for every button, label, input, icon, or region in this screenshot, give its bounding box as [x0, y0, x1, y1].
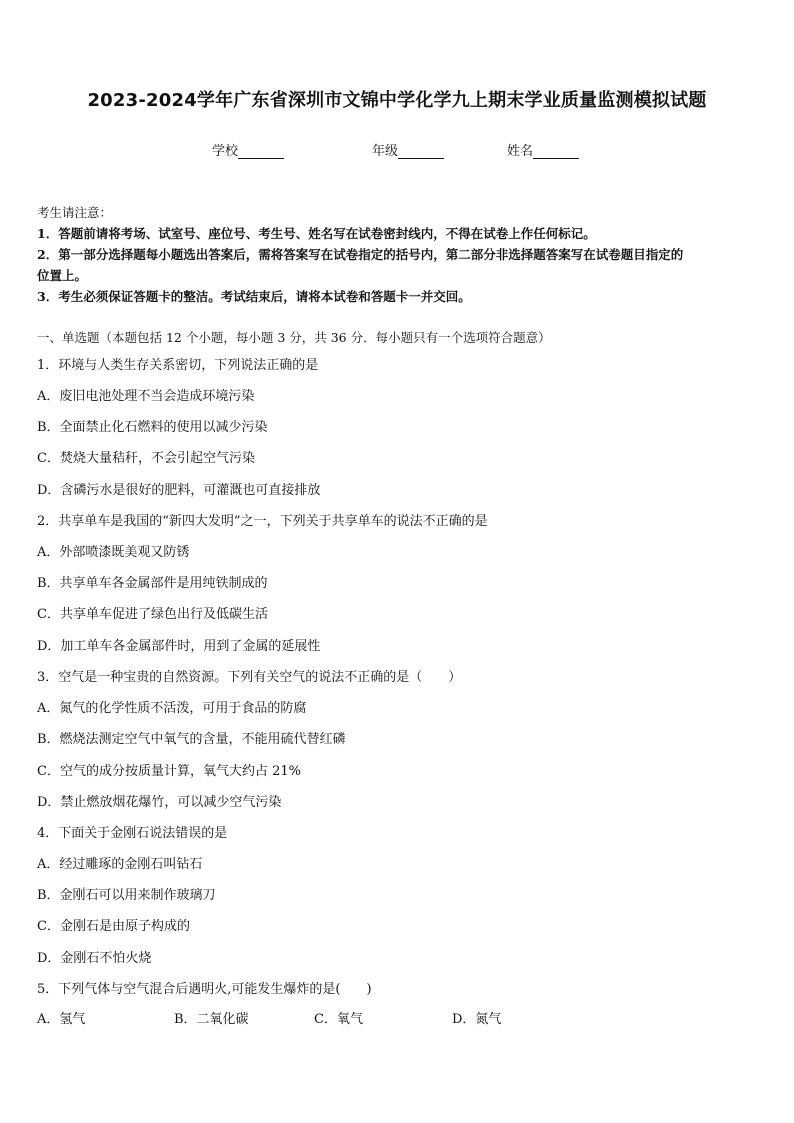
- option-item: D．氮气: [452, 1012, 502, 1027]
- school-label: 学校: [212, 144, 239, 159]
- option-item: D．金刚石不怕火烧: [37, 951, 152, 966]
- name-label: 姓名: [507, 144, 534, 159]
- options-row: [37, 1008, 757, 1028]
- option-item: C．共享单车促进了绿色出行及低碳生活: [37, 607, 268, 622]
- option-item: B．二氧化碳: [174, 1012, 249, 1027]
- notice-item: 位置上。: [37, 268, 88, 283]
- notice-item: 2．第一部分选择题每小题选出答案后，需将答案写在试卷指定的括号内，第二部分非选择题答案写在试卷题目指定的: [37, 247, 684, 262]
- option-item: B．金刚石可以用来制作玻璃刀: [37, 888, 216, 903]
- option-item: C．金刚石是由原子构成的: [37, 919, 190, 934]
- question-stem: 2．共享单车是我国的“新四大发明”之一，下列关于共享单车的说法不正确的是: [37, 514, 488, 529]
- grade-field[interactable]: [372, 140, 444, 159]
- option-item: C．空气的成分按质量计算，氧气大约占 21%: [37, 764, 301, 779]
- student-info-row: [0, 140, 794, 160]
- option-item: A．氢气: [37, 1012, 86, 1027]
- option-item: D．含磷污水是很好的肥料，可灌溉也可直接排放: [37, 483, 321, 498]
- option-item: C．氧气: [314, 1012, 363, 1027]
- option-item: A．氮气的化学性质不活泼，可用于食品的防腐: [37, 701, 307, 716]
- question-stem: 5．下列气体与空气混合后遇明火,可能发生爆炸的是( ): [37, 982, 372, 997]
- notice-item: 3．考生必须保证答题卡的整洁。考试结束后，请将本试卷和答题卡一并交回。: [37, 289, 471, 304]
- option-item: D．禁止燃放烟花爆竹，可以减少空气污染: [37, 795, 282, 810]
- option-item: D．加工单车各金属部件时，用到了金属的延展性: [37, 639, 321, 654]
- option-item: C．焚烧大量秸秆，不会引起空气污染: [37, 451, 255, 466]
- option-item: B．燃烧法测定空气中氧气的含量，不能用硫代替红磷: [37, 732, 346, 747]
- option-item: A．经过雕琢的金刚石叫钻石: [37, 857, 203, 872]
- notice-block: [37, 202, 762, 307]
- option-item: A．废旧电池处理不当会造成环境污染: [37, 389, 255, 404]
- option-item: A．外部喷漆既美观又防锈: [37, 545, 190, 560]
- grade-label: 年级: [372, 144, 399, 159]
- option-item: B．共享单车各金属部件是用纯铁制成的: [37, 576, 268, 591]
- page-title: 2023-2024学年广东省深圳市文锦中学化学九上期末学业质量监测模拟试题: [87, 90, 707, 111]
- notice-heading: 考生请注意：: [37, 205, 113, 220]
- question-stem: 3．空气是一种宝贵的自然资源。下列有关空气的说法不正确的是（ ）: [37, 670, 462, 685]
- name-field[interactable]: [507, 140, 579, 159]
- question-stem: 1．环境与人类生存关系密切，下列说法正确的是: [37, 358, 319, 373]
- name-blank[interactable]: [533, 144, 579, 159]
- grade-blank[interactable]: [398, 144, 444, 159]
- school-blank[interactable]: [238, 144, 284, 159]
- section-heading: 一、单选题（本题包括 12 个小题，每小题 3 分，共 36 分．每小题只有一个选项符合题意）: [37, 330, 551, 345]
- school-field[interactable]: [212, 140, 284, 159]
- question-stem: 4．下面关于金刚石说法错误的是: [37, 826, 228, 841]
- notice-item: 1．答题前请将考场、试室号、座位号、考生号、姓名写在试卷密封线内，不得在试卷上作任何标记。: [37, 226, 596, 241]
- option-item: B．全面禁止化石燃料的使用以减少污染: [37, 420, 268, 435]
